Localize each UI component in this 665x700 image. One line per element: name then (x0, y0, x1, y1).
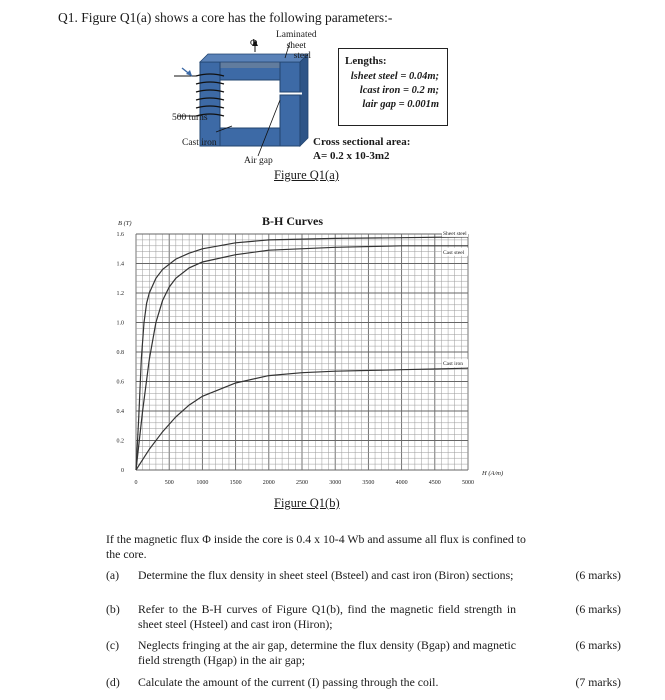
turns-label: 500 turns (172, 113, 208, 123)
x-tick-label: 0 (134, 480, 138, 486)
x-tick-label: 4000 (395, 480, 408, 486)
figure-a-caption: Figure Q1(a) (274, 168, 339, 182)
series-label: Cast iron (443, 361, 464, 368)
part-a-marks: (6 marks) (575, 568, 621, 582)
part-d-text: Calculate the amount of the current (I) passing through the coil. (138, 675, 439, 689)
part-b-letter: (b) (106, 602, 120, 616)
part-c-text: Neglects fringing at the air gap, determine the flux density (Bgap) and magnetic field strength (Hgap) in the air gap; (138, 638, 516, 667)
x-axis-label: H (A/m) (482, 470, 504, 477)
phi-label: Φ (250, 38, 258, 49)
area-header: Cross sectional area: (313, 136, 411, 148)
part-b (106, 602, 621, 632)
series-label: Sheet steel (443, 230, 467, 237)
x-tick-label: 1500 (229, 480, 242, 486)
chart-grid (136, 234, 468, 470)
x-tick-label: 500 (164, 480, 174, 486)
length-air-gap: lair gap = 0.001m (362, 99, 439, 110)
y-tick-label: 0.8 (116, 350, 124, 356)
x-tick-label: 5000 (462, 480, 474, 486)
lengths-header: Lengths: (345, 55, 387, 67)
y-axis-label: B (T) (118, 220, 132, 227)
y-tick-label: 0 (121, 468, 124, 474)
laminated-label-line-2: sheet (286, 40, 307, 51)
y-tick-label: 0.2 (116, 438, 124, 445)
y-tick-label: 0.4 (116, 409, 124, 415)
right-limb-lower (280, 95, 300, 146)
part-a-text: Determine the flux density in sheet steel (Bsteel) and cast iron (Biron) sections; (138, 568, 514, 582)
y-tick-label: 1.6 (116, 232, 124, 238)
y-tick-label: 1.2 (116, 291, 124, 297)
part-c-marks: (6 marks) (575, 638, 621, 652)
current-arrow-head-icon (186, 70, 192, 76)
part-d-letter: (d) (106, 675, 120, 689)
cast-iron-label: Cast iron (182, 138, 217, 148)
part-b-text: Refer to the B-H curves of Figure Q1(b), find the magnetic field strength in sheet steel (Hsteel) and cast iron (Hiron); (138, 602, 516, 631)
right-limb-upper (280, 62, 300, 92)
x-tick-label: 4500 (428, 480, 441, 486)
bh-chart (100, 212, 520, 497)
x-tick-label: 2000 (262, 480, 275, 486)
series-label: Cast steel (443, 249, 465, 256)
x-tick-label: 1000 (196, 480, 209, 486)
lengths-box (338, 48, 448, 126)
x-tick-label: 3500 (362, 480, 375, 486)
core-side-face (300, 54, 308, 146)
part-d (106, 675, 621, 690)
laminated-label-line-3: steel (293, 51, 312, 61)
y-tick-label: 0.6 (116, 379, 124, 386)
intro-paragraph: If the magnetic flux Φ inside the core is 0.4 x 10-4 Wb and assume all flux is confined to the core. (106, 532, 526, 561)
air-gap-label: Air gap (244, 156, 273, 166)
figure-b-caption: Figure Q1(b) (274, 496, 340, 510)
laminated-label-line-1: Laminated (276, 30, 317, 40)
part-c-letter: (c) (106, 638, 120, 652)
part-c (106, 638, 621, 668)
laminated-label (276, 30, 317, 62)
question-title: Q1. Figure Q1(a) shows a core has the following parameters:- (58, 10, 393, 25)
part-a-letter: (a) (106, 568, 120, 582)
y-tick-label: 1.4 (116, 261, 124, 268)
area-value: A= 0.2 x 10-3m2 (313, 150, 390, 162)
y-tick-label: 1.0 (116, 320, 124, 327)
length-sheet-steel: lsheet steel = 0.04m; (350, 71, 439, 82)
chart-title: B-H Curves (262, 214, 323, 228)
part-d-marks: (7 marks) (575, 675, 621, 689)
x-tick-label: 3000 (329, 480, 342, 486)
part-b-marks: (6 marks) (575, 602, 621, 616)
part-a (106, 568, 621, 583)
length-cast-iron: lcast iron = 0.2 m; (359, 85, 439, 96)
x-tick-label: 2500 (296, 480, 308, 486)
